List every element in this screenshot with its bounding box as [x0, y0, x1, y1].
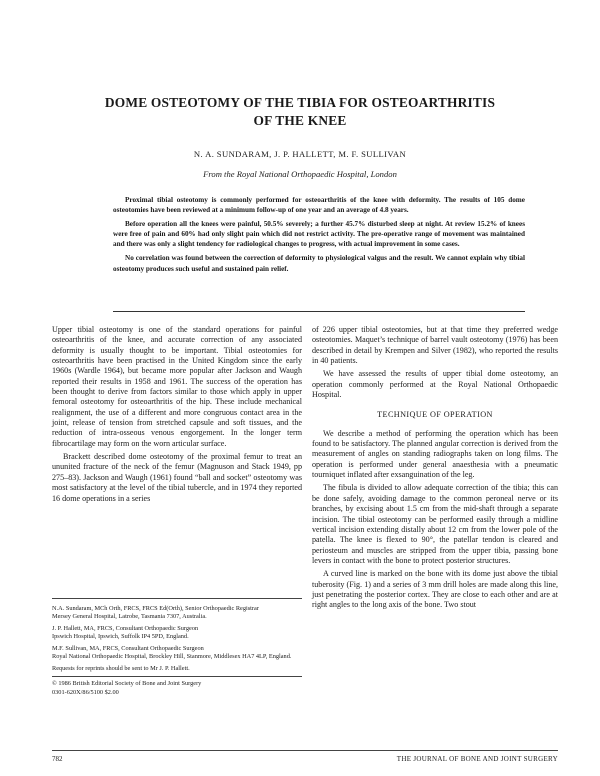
article-title	[60, 94, 540, 130]
author-credentials: J. P. Hallett, MA, FRCS, Consultant Orthopaedic Surgeon	[52, 624, 199, 632]
author-credentials: M.F. Sullivan, MA, FRCS, Consultant Orthopaedic Surgeon	[52, 644, 204, 652]
journal-name: THE JOURNAL OF BONE AND JOINT SURGERY	[396, 755, 558, 763]
page-footer-divider	[52, 750, 558, 751]
left-column	[52, 325, 302, 507]
footnotes	[52, 605, 302, 700]
author-address: Mersey General Hospital, Latrobe, Tasmania 7307, Australia.	[52, 613, 207, 621]
copyright-notice	[52, 680, 302, 696]
abstract-paragraph: Proximal tibial osteotomy is commonly performed for osteoarthritis of the knee with deformity. The results of 105 dome osteotomies have been reviewed at a minimum follow-up of one year and an average of 4.8 years.	[113, 196, 525, 215]
body-paragraph: We describe a method of performing the operation which has been found to be satisfactory. The planned angular correction is derived from the measurement of angles on standing radiographs taken on long films. The operation is performed under general anaesthesia with a pneumatic tourniquet inflated after exsanguination of the leg.	[312, 428, 558, 480]
right-column	[312, 325, 558, 614]
section-heading: TECHNIQUE OF OPERATION	[377, 410, 493, 420]
footnote-divider	[52, 598, 302, 599]
footnote-author	[52, 625, 302, 641]
body-paragraph: A curved line is marked on the bone with its dome just above the tibial tuberosity (Fig. 1) and a series of 3 mm drill holes are made along this line, just penetrating the posterior cortex. They are close to each other and are at right angles to the long axis of the bone. Two stout	[312, 569, 558, 610]
title-line-1: DOME OSTEOTOMY OF THE TIBIA FOR OSTEOARTHRITIS	[104, 95, 496, 110]
body-paragraph: Brackett described dome osteotomy of the proximal femur to treat an ununited fracture of the neck of the femur (Magnuson and Stack 1949, pp 275–83). Jackson and Waugh (1961) found “ball and socket” osteotomy was most satisfactory at the level of the tibial tubercle, and in 1974 they reported 16 dome operations in a series	[52, 452, 302, 503]
abstract-paragraph: Before operation all the knees were painful, 50.5% severely; a further 45.7% disturbed sleep at night. At review 15.2% of knees were free of pain and 60% had only slight pain which did not restrict activity. The pre-operative range of movement was maintained and there was only a slight tendency for radiological changes to progress, with actual improvement in some cases.	[113, 220, 525, 249]
affiliation: From the Royal National Orthopaedic Hospital, London	[203, 169, 397, 179]
abstract-paragraph: No correlation was found between the correction of deformity to physiological valgus and the result. We cannot explain why tibial osteotomy produces such useful and sustained pain relief.	[113, 254, 525, 273]
author-credentials: N.A. Sundaram, MCh Orth, FRCS, FRCS Ed(Orth), Senior Orthopaedic Registrar	[52, 605, 259, 612]
body-paragraph: The fibula is divided to allow adequate correction of the tibia; this can be done safely, avoiding damage to the common peroneal nerve or its branches, by excising about 1.5 cm from the mid-shaft through a separate incision. The tibial osteotomy can be performed easily through a midline vertical incision extending distally about 12 cm from the lower pole of the patella. The knee is flexed to 90°, the patellar tendon is cleared and periosteum and muscles are stripped from the upper tibia, passing bone levers in contact with the bone to protect posterior structures.	[312, 483, 558, 565]
footnote-author	[52, 645, 302, 661]
page-number: 782	[52, 755, 63, 763]
author-address: Royal National Orthopaedic Hospital, Brockley Hill, Stanmore, Middlesex HA7 4LP, England.	[52, 653, 292, 661]
article-code: 0301-620X/86/5100 $2.00	[52, 688, 119, 696]
body-paragraph: We have assessed the results of upper tibial dome osteotomy, an operation commonly performed at the Royal National Orthopaedic Hospital.	[312, 369, 558, 400]
author-address: Ipswich Hospital, Ipswich, Suffolk IP4 5PD, England.	[52, 633, 189, 641]
body-paragraph: of 226 upper tibial osteotomies, but at that time they preferred wedge osteotomies. Maquet’s technique of barrel vault osteotomy (1976) has been described in detail by Krempen and Silver (1982), who reported the results in 40 patients.	[312, 325, 558, 366]
footnote-author	[52, 605, 302, 621]
abstract	[113, 195, 525, 278]
title-line-2: OF THE KNEE	[253, 113, 347, 128]
footnote-separator	[52, 676, 302, 677]
abstract-divider	[113, 311, 525, 312]
reprint-request: Requests for reprints should be sent to Mr J. P. Hallett.	[52, 664, 190, 672]
author-list: N. A. SUNDARAM, J. P. HALLETT, M. F. SULLIVAN	[193, 149, 407, 159]
copyright-text: © 1986 British Editorial Society of Bone and Joint Surgery	[52, 680, 202, 688]
body-paragraph: Upper tibial osteotomy is one of the standard operations for painful osteoarthritis of the knee, and accurate correction of any associated deformity is usually thought to be important. Tibial osteotomies for osteoarthritis have been practised in the United Kingdom since the early 1960s (Wardle 1964), but became more popular after Jackson and Waugh reported their results in 1958 and 1961. The success of the operation has been thought to derive from factors similar to those which apply in upper femoral osteotomy for osteoarthritis of the hip. These include mechanical realignment, the use of a different and more congruous contact area in the joint, release of tension from stretched capsule and soft tissues, and the reduction of intra-osseous venous engorgement. In the longer term fibrocartilage may form on the worn articular surface.	[52, 325, 302, 448]
